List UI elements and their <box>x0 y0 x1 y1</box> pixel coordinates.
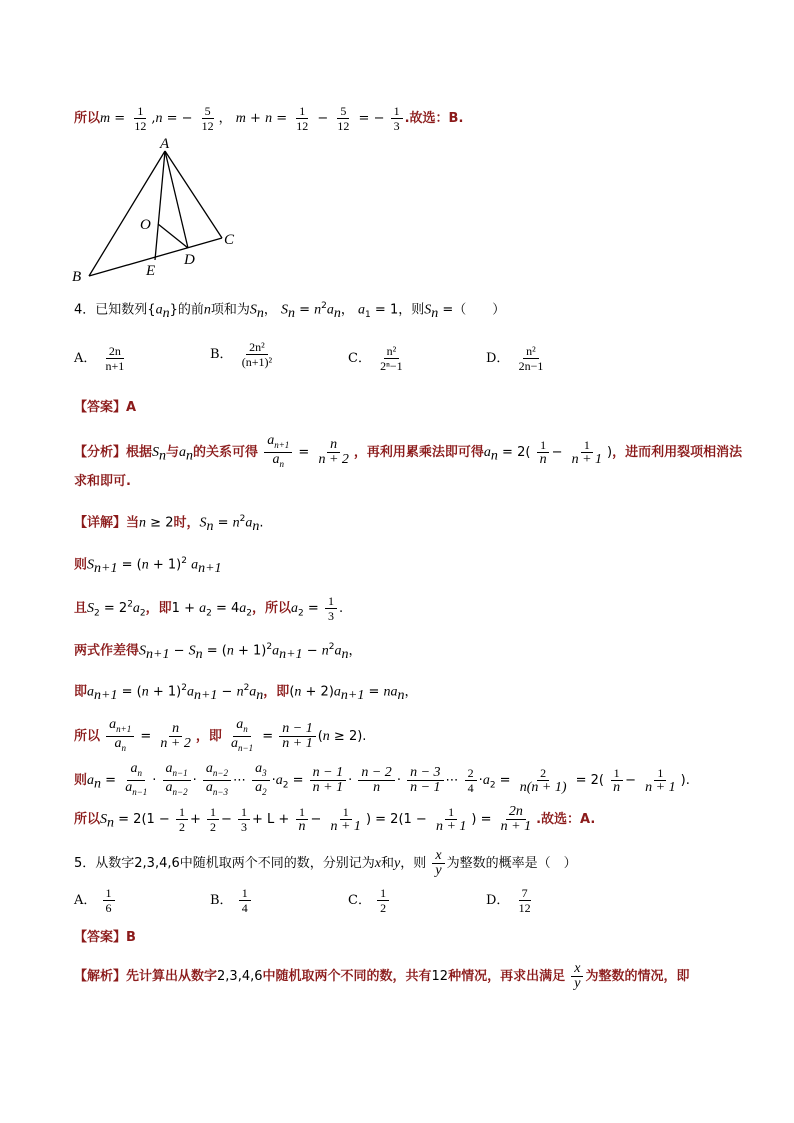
q4-detail-line-8: 所以$S_n = 2(1$ − $\frac{1}{2}$ + $\frac{1}{2}$ − $\frac{1}{3}$ + L + $\frac{1}{n}$ − $\frac{1}{n + 1}$ ) = 2(1 − $\frac{1}{n + 1}$ ) = $\frac{2n}{n + 1}$ .故选：A. <box>74 804 596 834</box>
edge-AC <box>165 151 222 238</box>
q4-analysis-cont: 求和即可. <box>74 474 131 489</box>
fraction: $\frac{1}{3}$ <box>325 594 337 623</box>
fraction: $\frac{a_n}{a_{n-1}}$ <box>231 717 254 753</box>
fraction: $\frac{1}{n + 1}$ <box>435 805 467 834</box>
fraction: $\frac{\text{n²}}{2n-1}$ <box>518 344 544 373</box>
fraction: $\frac{1}{n}$ <box>295 805 308 834</box>
fraction: $\frac{2}{n(n + 1)}$ <box>519 765 567 795</box>
fraction: $\frac{a_3}{a_2}$ <box>252 762 270 799</box>
q4-detail-line-2: 则$S_{n+1} = (n + 1)^2$ $a_{n+1}$ <box>74 556 222 576</box>
fraction: $\frac{a_n}{a_{n-1}}$ <box>125 761 148 797</box>
fraction: $\frac{2n}{n + 1}$ <box>500 804 532 834</box>
fraction: $\frac{7}{12}$ <box>518 886 531 915</box>
fraction: $\frac{1}{3}$ <box>238 805 250 834</box>
fraction: $\frac{n - 1}{n + 1}$ <box>310 766 346 795</box>
fraction: $\frac{5}{12}$ <box>337 104 350 133</box>
fraction: $\frac{1}{12}$ <box>296 104 309 133</box>
fraction: $\frac{1}{4}$ <box>239 886 251 915</box>
segment-AD <box>165 151 188 248</box>
fraction: $\frac{1}{n + 1}$ <box>330 805 361 834</box>
fraction: $\frac{a_{n+1}}{a_n}$ <box>264 434 292 471</box>
q4-option-a[interactable]: A． $\frac{2n}{n+1}$ <box>74 344 129 373</box>
q5-stem: 5．从数字2,3,4,6中随机取两个不同的数，分别记为x和y，则 $\frac{x}{y}$ 为整数的概率是（ ） <box>74 848 577 878</box>
fraction: $\frac{n - 1}{n + 1}$ <box>279 722 315 751</box>
fraction: $\frac{n - 2}{n}$ <box>358 766 394 795</box>
label-O: O <box>140 217 151 233</box>
prev-solution-line: 所以m = $\frac{1}{12}$ ,n = − $\frac{5}{12}$ ， m + n = $\frac{1}{12}$ − $\frac{5}{12}$ = − $\frac{1}{3}$ .故选：B. <box>74 104 464 133</box>
q4-detail-line-3: 且$S_2 = 2^2a_2$，即$1 + a_2 = 4a_2$，所以$a_2$ = $\frac{1}{3}$ . <box>74 594 344 623</box>
fraction: $\frac{1}{12}$ <box>134 104 147 133</box>
label-D: D <box>184 252 195 268</box>
fraction: $\frac{1}{n}$ <box>537 438 550 467</box>
q4-detail-line-1: 【详解】当n ≥ 2时，$S_n = n^2a_n$. <box>74 514 264 534</box>
q5-option-a[interactable]: A． $\frac{1}{6}$ <box>74 886 117 915</box>
triangle-figure <box>64 134 254 288</box>
fraction: $\frac{1}{2}$ <box>207 805 219 834</box>
q4-answer: 【答案】A <box>74 400 137 415</box>
q5-answer: 【答案】B <box>74 930 136 945</box>
fraction: $\frac{x}{y}$ <box>432 849 444 878</box>
q4-detail-line-4: 两式作差得$S_{n+1} - S_n = (n + 1)^2a_{n+1} - n^2a_n$， <box>74 642 362 662</box>
q4-detail-line-7: 则$a_n$ = $\frac{a_n}{a_{n-1}}$ · $\frac{a_{n-1}}{a_{n-2}}$ · $\frac{a_{n-2}}{a_{n-3}}$ ⋯ $\frac{a_3}{a_2}$ $\cdot a_2$ = $\frac{n - 1}{n + 1}$ · $\frac{n - 2}{n}$ · $\frac{n - 3}{n - 1}$ ⋯ $\frac{2}{4}$ $\cdot a_2$ = $\frac{2}{n(n + 1)}$ = 2( $\frac{1}{n}$ − $\frac{1}{n + 1}$ ). <box>74 761 690 797</box>
q4-analysis: 【分析】根据$S_n$与$a_n$的关系可得 $\frac{a_{n+1}}{a_n}$ = $\frac{n}{n + 2}$ ，再利用累乘法即可得$a_n = 2$( $\frac{1}{n}$ − $\frac{1}{n + 1}$ )，进而利用裂项相消法 <box>74 433 743 469</box>
q5-option-b[interactable]: B． $\frac{1}{4}$ <box>210 886 253 915</box>
q4-detail-line-5: 即$a_{n+1} = (n + 1)^2a_{n+1} - n^2a_n$，即$(n + 2)a_{n+1} = na_n$， <box>74 683 418 703</box>
label-E: E <box>146 263 156 279</box>
fraction: $\frac{\text{n²}}{\text{2ⁿ−1}}$ <box>380 344 403 373</box>
q5-option-d[interactable]: D． $\frac{7}{12}$ <box>486 886 536 915</box>
fraction: $\frac{1}{n}$ <box>610 766 623 795</box>
fraction: $\frac{\text{2n²}}{\text{(n+1)²}}$ <box>241 340 273 369</box>
fraction: $\frac{n - 3}{n - 1}$ <box>407 766 443 795</box>
q4-option-d[interactable]: D． $\frac{\text{n²}}{2n-1}$ <box>486 344 548 373</box>
q4-option-b[interactable]: B． $\frac{\text{2n²}}{\text{(n+1)²}}$ <box>210 340 277 369</box>
fraction: $\frac{1}{n + 1}$ <box>571 437 603 467</box>
fraction: $\frac{1}{3}$ <box>391 104 403 133</box>
fraction: $\frac{1}{6}$ <box>103 886 115 915</box>
label-A: A <box>160 136 170 152</box>
fraction: $\frac{n}{n + 2}$ <box>160 720 191 751</box>
fraction: $\frac{n}{n + 2}$ <box>318 436 349 467</box>
label-C: C <box>224 232 235 248</box>
q5-analysis: 【解析】先计算出从数字2,3,4,6中随机取两个不同的数，共有12种情况，再求出满足 $\frac{x}{y}$ 为整数的情况，即 <box>74 961 690 991</box>
fraction: $\frac{a_{n-2}}{a_{n-3}}$ <box>203 762 231 799</box>
fraction: $\frac{a_{n+1}}{a_n}$ <box>106 718 134 755</box>
fraction: $\frac{x}{y}$ <box>571 962 583 991</box>
q5-option-c[interactable]: C． $\frac{1}{2}$ <box>348 886 391 915</box>
q4-stem: 4．已知数列$\{a_n\}$的前n项和为$S_n$， $S_n = n^2a_n$， $a_1 = 1$，则$S_n$ =（ ） <box>74 301 506 321</box>
fraction: $\frac{1}{n + 1}$ <box>645 765 676 795</box>
fraction: $\frac{a_{n-1}}{a_{n-2}}$ <box>163 762 191 799</box>
label-B: B <box>72 269 82 284</box>
fraction: $\frac{5}{12}$ <box>201 104 214 133</box>
fraction: $\frac{2n}{n+1}$ <box>105 344 125 373</box>
fraction: $\frac{1}{2}$ <box>377 886 389 915</box>
segment-AE <box>155 151 165 260</box>
q4-detail-line-6: 所以 $\frac{a_{n+1}}{a_n}$ = $\frac{n}{n + 2}$ ，即 $\frac{a_n}{a_{n-1}}$ = $\frac{n - 1}{n + 1}$ (n ≥ 2). <box>74 717 367 753</box>
fraction: $\frac{2}{4}$ <box>465 766 477 795</box>
fraction: $\frac{1}{2}$ <box>176 805 188 834</box>
q4-option-c[interactable]: C． $\frac{\text{n²}}{\text{2ⁿ−1}}$ <box>348 344 408 373</box>
